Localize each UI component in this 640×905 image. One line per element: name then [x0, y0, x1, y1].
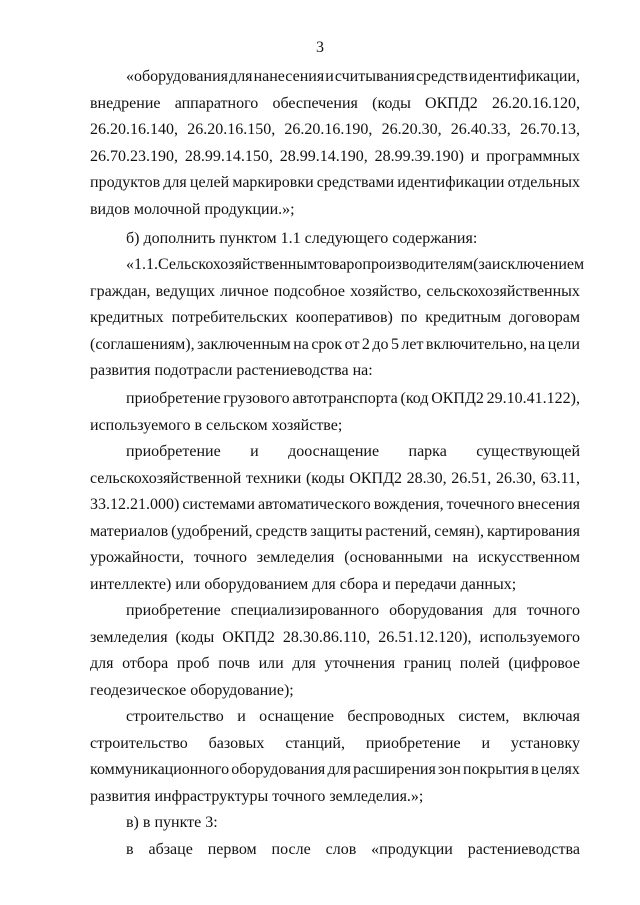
- word: включая: [522, 708, 580, 725]
- text-line: [90, 170, 580, 197]
- word: автотранспорта: [292, 390, 398, 407]
- word: ОКПД2: [349, 469, 403, 487]
- word: маркировки: [232, 174, 314, 191]
- word: 29.10.41.122),: [486, 390, 580, 407]
- text-line: [90, 386, 580, 413]
- word: лет: [401, 335, 424, 353]
- word: на: [452, 549, 469, 566]
- word: слов: [325, 841, 357, 858]
- word: включительно,: [425, 335, 528, 353]
- word: вождения,: [373, 496, 444, 513]
- word: в: [531, 761, 539, 778]
- word: «1.1.: [126, 256, 158, 273]
- word: целях: [540, 761, 580, 778]
- word: для: [493, 602, 517, 619]
- word: подсобное: [273, 282, 346, 300]
- word: точного: [193, 549, 247, 566]
- word: растениеводства: [467, 841, 580, 858]
- paragraph-clause-1-1: [90, 252, 585, 385]
- word: проб: [176, 655, 210, 672]
- word: по: [400, 309, 418, 326]
- word: абзаце: [148, 841, 193, 858]
- word: средств: [255, 522, 308, 540]
- word: кредитным: [425, 309, 502, 326]
- text-line: геодезическое оборудование);: [90, 681, 294, 699]
- paragraph-item-b: [90, 226, 580, 253]
- text-line: развития инфраструктуры точного земледелия.»;: [90, 787, 424, 805]
- word: кооперативов): [295, 309, 393, 326]
- word: срок: [311, 335, 343, 353]
- text-line: [90, 625, 580, 652]
- word: грузового: [223, 390, 290, 407]
- word: внедрение: [90, 94, 161, 112]
- word: и: [470, 147, 480, 165]
- word: оборудования: [231, 761, 326, 778]
- word: внесения: [517, 496, 580, 513]
- word: средствами: [316, 174, 395, 191]
- word: на: [529, 335, 546, 353]
- word: 33.12.21.000): [90, 496, 180, 513]
- word: граждан,: [90, 282, 151, 300]
- word: парка: [408, 443, 447, 460]
- word: (за: [473, 256, 492, 273]
- text-line: [90, 757, 580, 784]
- word: 26.51.12.120),: [378, 628, 472, 646]
- text-line: [90, 117, 580, 144]
- text-line: [90, 279, 580, 306]
- word: заключенным: [197, 335, 291, 353]
- word: отбора: [122, 655, 169, 672]
- word: точечного: [446, 496, 515, 513]
- text-line: интеллекте) или оборудованием для сбора и передачи данных;: [90, 575, 517, 593]
- text-line: [90, 837, 580, 864]
- word: 28.99.14.190,: [279, 147, 368, 165]
- word: 2: [361, 335, 370, 353]
- word: установку: [510, 734, 580, 752]
- word: приобретение: [365, 734, 461, 752]
- word: техники: [245, 469, 302, 487]
- text-line: [90, 704, 580, 731]
- text-line: [90, 91, 580, 118]
- word: 28.99.14.150,: [184, 147, 273, 165]
- word: для: [229, 68, 253, 85]
- word: строительство: [90, 734, 188, 752]
- word: и: [481, 734, 490, 752]
- word: зон: [437, 761, 461, 778]
- word: 28.30.86.110,: [282, 628, 371, 646]
- word: защиты: [310, 522, 363, 540]
- word: существующей: [476, 443, 580, 460]
- text-line: [90, 519, 580, 546]
- word: (основанными: [344, 549, 443, 566]
- word: до: [372, 335, 389, 353]
- word: отдельных: [507, 174, 580, 191]
- word: аппаратного: [174, 94, 259, 112]
- word: ОКПД2: [425, 94, 478, 112]
- paragraph-item-v: [90, 810, 580, 837]
- word: «продукции: [371, 841, 453, 858]
- word: дооснащение: [288, 443, 380, 460]
- word: (цифровое: [508, 655, 580, 672]
- paragraph-machinery: [90, 439, 580, 598]
- word: границ: [403, 655, 452, 672]
- word: сельскохозяйственной: [90, 469, 242, 487]
- text-line: [90, 492, 580, 519]
- word: кредитных: [90, 309, 164, 326]
- word: идентификации: [397, 174, 505, 191]
- word: (удобрений,: [171, 522, 253, 540]
- word: приобретение: [126, 443, 221, 460]
- word: обеспечения: [272, 94, 358, 112]
- word: 26.20.16.140,: [90, 121, 178, 138]
- word: материалов: [90, 522, 169, 540]
- text-line: [90, 305, 580, 332]
- word: на: [293, 335, 309, 353]
- text-line: [90, 466, 580, 493]
- word: точного: [526, 602, 580, 619]
- text-line: [90, 545, 580, 572]
- word: оснащение: [259, 708, 334, 725]
- word: (соглашениям),: [90, 335, 195, 353]
- word: полей: [459, 655, 500, 672]
- word: уточнения: [324, 655, 396, 672]
- word: картирования: [487, 522, 580, 540]
- word: 26.30,: [495, 469, 536, 487]
- word: расширения: [353, 761, 436, 778]
- word: личное: [220, 282, 269, 300]
- word: приобретение: [126, 390, 221, 407]
- paragraph-first-subparagraph: [90, 837, 580, 864]
- text-line: [90, 252, 585, 279]
- word: ОКПД2: [431, 390, 484, 407]
- word: от: [344, 335, 360, 353]
- word: в: [126, 841, 134, 858]
- word: искусственном: [478, 549, 580, 566]
- word: сельскохозяйственных: [426, 282, 580, 300]
- word: считывания: [334, 68, 415, 85]
- word: земледелия: [256, 549, 335, 566]
- word: первом: [207, 841, 257, 858]
- word: ведущих: [155, 282, 216, 300]
- paragraph-wireless-systems: [90, 704, 580, 810]
- word: ОКПД2: [222, 628, 275, 646]
- text-line: [90, 64, 580, 91]
- word: 26.51,: [451, 469, 492, 487]
- text-line: [90, 144, 580, 171]
- paragraph-precision-equipment: [90, 598, 580, 704]
- word: приобретение: [126, 602, 221, 619]
- word: и: [250, 443, 259, 460]
- word: коммуникационного: [90, 761, 230, 778]
- word: и: [325, 68, 334, 85]
- word: средств: [415, 68, 468, 85]
- word: 26.70.13,: [519, 121, 580, 138]
- word: 26.70.23.190,: [90, 147, 178, 165]
- word: 26.20.16.120,: [491, 94, 580, 112]
- word: урожайности,: [90, 549, 184, 566]
- text-line: в) в пункте 3:: [126, 814, 218, 831]
- word: товаропроизводителям: [317, 256, 474, 273]
- word: продуктов: [90, 174, 161, 191]
- word: и: [237, 708, 246, 725]
- word: нанесения: [253, 68, 325, 85]
- word: 5: [390, 335, 399, 353]
- paragraph-trucks: [90, 386, 580, 439]
- word: системами: [182, 496, 255, 513]
- word: покрытия: [462, 761, 529, 778]
- word: (код: [400, 390, 429, 407]
- text-line: [90, 332, 580, 359]
- word: договорам: [509, 309, 580, 326]
- word: (коды: [372, 94, 411, 112]
- word: программных: [486, 147, 580, 165]
- word: 28.30,: [406, 469, 447, 487]
- word: (коды: [175, 628, 215, 646]
- word: или: [258, 655, 284, 672]
- word: после: [271, 841, 311, 858]
- word: 26.40.33,: [450, 121, 511, 138]
- page-number: 3: [316, 39, 324, 56]
- paragraph-identification-equipment: [90, 64, 580, 223]
- word: Сельскохозяйственным: [158, 256, 318, 273]
- word: потребительских: [171, 309, 288, 326]
- word: 26.20.30,: [381, 121, 442, 138]
- text-line: используемого в сельском хозяйстве;: [90, 416, 343, 434]
- word: автоматического: [258, 496, 371, 513]
- word: для: [327, 761, 351, 778]
- text-line: [90, 731, 580, 758]
- word: для: [163, 174, 187, 191]
- word: идентификации,: [468, 68, 580, 85]
- word: для: [292, 655, 316, 672]
- word: 26.20.16.150,: [187, 121, 276, 138]
- text-line: видов молочной продукции.»;: [90, 200, 295, 218]
- word: беспроводных: [347, 708, 445, 725]
- word: базовых: [208, 734, 265, 752]
- word: растений,: [365, 522, 432, 540]
- word: 63.11,: [540, 469, 580, 487]
- word: целей: [189, 174, 230, 191]
- word: «оборудования: [126, 68, 228, 85]
- word: 28.99.39.190): [374, 147, 464, 165]
- word: (коды: [305, 469, 345, 487]
- word: земледелия: [90, 628, 168, 646]
- word: для: [90, 655, 114, 672]
- word: станций,: [285, 734, 345, 752]
- word: цели: [547, 335, 580, 353]
- word: хозяйство,: [350, 282, 422, 300]
- word: оборудования: [389, 602, 484, 619]
- text-line: развития подотрасли растениеводства на:: [90, 362, 373, 379]
- word: исключением: [491, 256, 585, 273]
- text-line: [90, 598, 580, 625]
- word: специализированного: [230, 602, 380, 619]
- word: почв: [218, 655, 250, 672]
- word: систем,: [458, 708, 510, 725]
- text-line: б) дополнить пунктом 1.1 следующего содержания:: [126, 230, 478, 247]
- word: семян),: [434, 522, 485, 540]
- word: используемого: [479, 628, 580, 646]
- text-line: [90, 439, 580, 466]
- word: строительство: [126, 708, 224, 725]
- text-line: [90, 651, 580, 678]
- word: 26.20.16.190,: [284, 121, 373, 138]
